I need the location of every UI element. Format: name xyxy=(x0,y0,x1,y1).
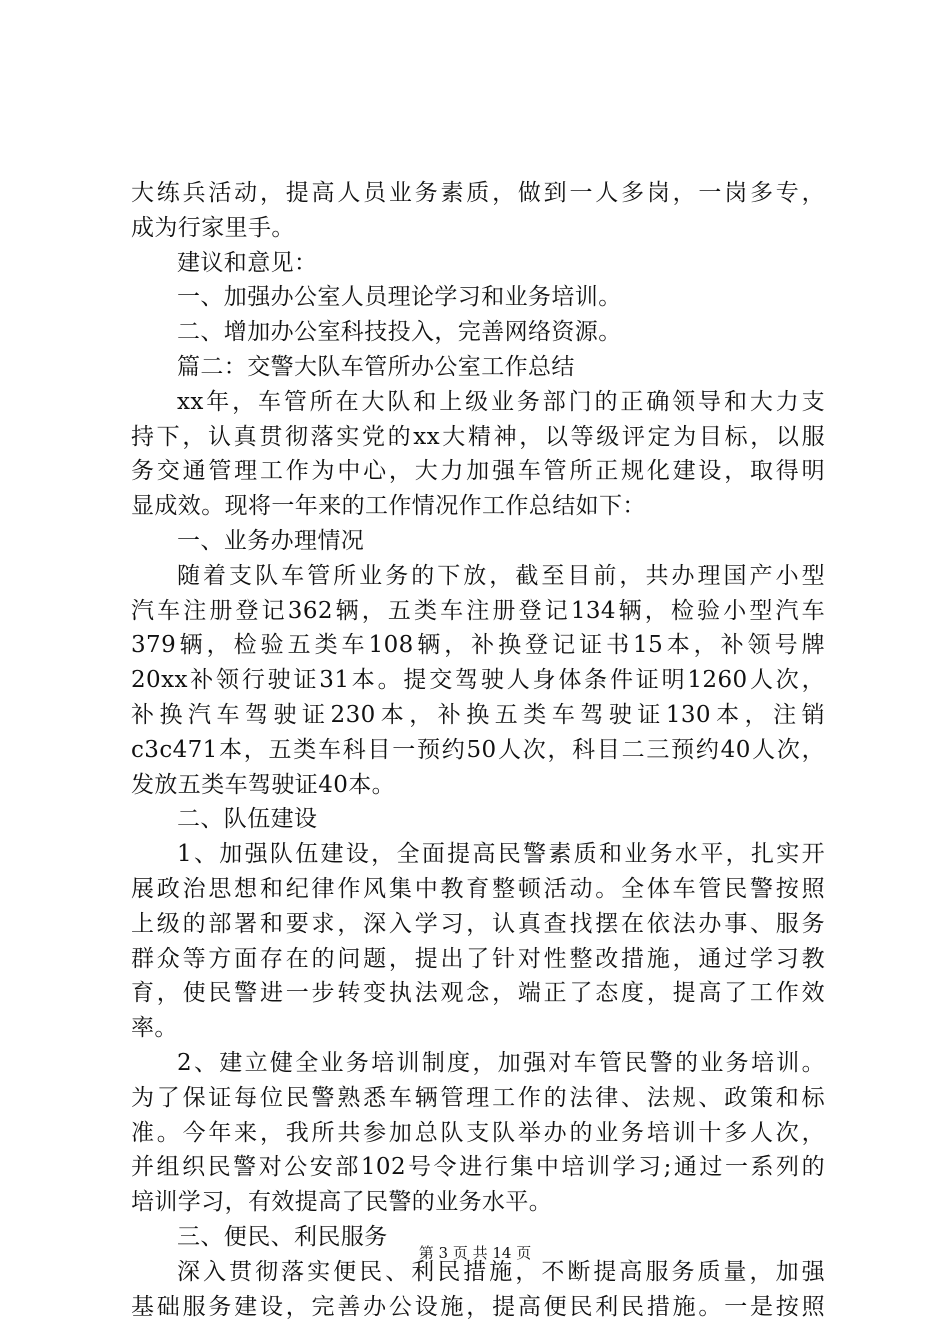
text-line: 展政治思想和纪律作风集中教育整顿活动。全体车管民警按照 xyxy=(131,875,825,902)
text-line: 育，使民警进一步转变执法观念，端正了态度，提高了工作效 xyxy=(131,980,825,1007)
text-line: 建议和意见： xyxy=(177,249,318,276)
text-line: 379辆，检验五类车108辆，补换登记证书15本，补领号牌 xyxy=(131,632,825,659)
text-line: 补换汽车驾驶证230本，补换五类车驾驶证130本，注销 xyxy=(131,701,825,728)
text-line: 大练兵活动，提高人员业务素质，做到一人多岗，一岗多专， xyxy=(131,180,825,206)
text-line: 成为行家里手。 xyxy=(131,214,295,241)
text-line: 篇二：交警大队车管所办公室工作总结 xyxy=(177,353,575,380)
text-line: 率。 xyxy=(131,1015,178,1042)
text-line: 准。今年来，我所共参加总队支队举办的业务培训十多人次， xyxy=(131,1119,825,1146)
text-line: 1、加强队伍建设，全面提高民警素质和业务水平，扎实开 xyxy=(177,841,825,868)
text-line: 三、便民、利民服务 xyxy=(177,1223,388,1250)
text-line: 持下，认真贯彻落实党的xx大精神，以等级评定为目标，以服 xyxy=(131,423,825,450)
text-line: 培训学习，有效提高了民警的业务水平。 xyxy=(131,1189,553,1216)
text-line: 为了保证每位民警熟悉车辆管理工作的法律、法规、政策和标 xyxy=(131,1084,825,1111)
document-body xyxy=(131,176,825,1324)
text-line: 二、队伍建设 xyxy=(177,806,318,833)
text-line: xx年，车管所在大队和上级业务部门的正确领导和大力支 xyxy=(177,388,825,415)
text-line: 二、增加办公室科技投入，完善网络资源。 xyxy=(177,319,622,346)
text-line: 随着支队车管所业务的下放，截至目前，共办理国产小型 xyxy=(177,562,825,589)
text-line: 基础服务建设，完善办公设施，提高便民利民措施。一是按照 xyxy=(131,1293,825,1320)
text-line: 2、建立健全业务培训制度，加强对车管民警的业务培训。 xyxy=(177,1049,825,1076)
page-number-footer: 第 3 页 共 14 页 xyxy=(418,1244,532,1262)
text-line: 并组织民警对公安部102号令进行集中培训学习;通过一系列的 xyxy=(131,1154,825,1181)
text-line: 20xx补领行驶证31本。提交驾驶人身体条件证明1260人次， xyxy=(131,667,825,694)
text-line: 上级的部署和要求，深入学习，认真查找摆在依法办事、服务 xyxy=(131,910,825,937)
text-line: 一、加强办公室人员理论学习和业务培训。 xyxy=(177,284,622,311)
text-line: 显成效。现将一年来的工作情况作工作总结如下： xyxy=(131,493,646,520)
text-line: 群众等方面存在的问题，提出了针对性整改措施，通过学习教 xyxy=(131,945,825,972)
text-line: 汽车注册登记362辆，五类车注册登记134辆，检验小型汽车 xyxy=(131,597,825,624)
text-line: 发放五类车驾驶证40本。 xyxy=(131,771,396,798)
text-line: 深入贯彻落实便民、利民措施，不断提高服务质量，加强 xyxy=(177,1258,825,1285)
text-line: 一、业务办理情况 xyxy=(177,527,365,554)
text-line: c3c471本，五类车科目一预约50人次，科目二三预约40人次， xyxy=(131,736,825,763)
text-line: 务交通管理工作为中心，大力加强车管所正规化建设，取得明 xyxy=(131,458,825,485)
